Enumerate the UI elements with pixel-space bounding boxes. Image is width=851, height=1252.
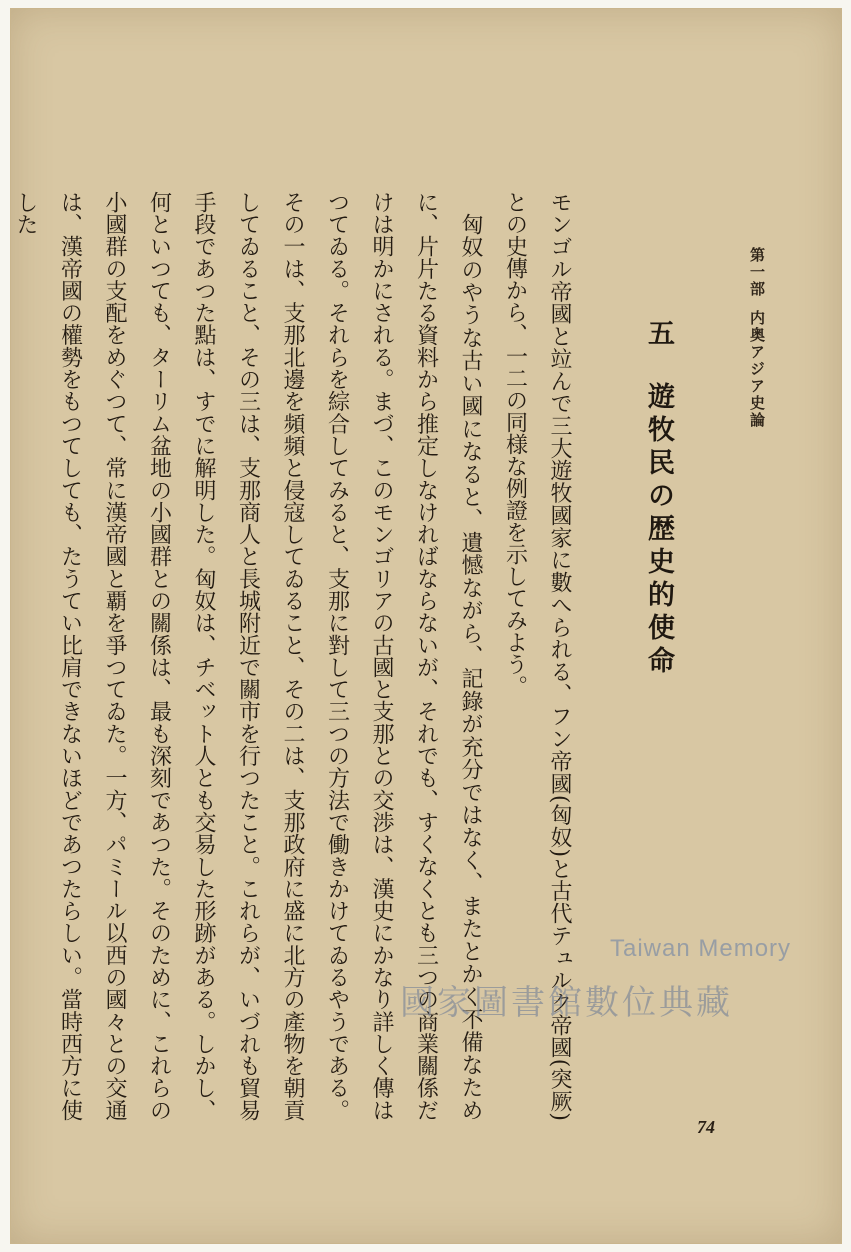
paragraph: モンゴル帝國と竝んで三大遊牧國家に數へられる、フン帝國(匈奴)と古代テュルク帝國(突厥)との史傳から、一二の同様な例證を示してみよう。 xyxy=(502,191,572,1121)
running-head xyxy=(747,247,768,429)
running-head-title: 内奥アジア史論 xyxy=(748,310,766,429)
watermark-english: Taiwan Memory xyxy=(610,935,792,962)
book-page xyxy=(10,8,842,1244)
watermark-chinese: 國家圖書館數位典藏 xyxy=(400,983,733,1023)
section-number: 五 xyxy=(643,319,674,352)
running-head-part: 第一部 xyxy=(748,247,766,298)
paragraph: 匈奴のやうな古い國になると、遺憾ながら、記錄が充分ではなく、またとかく不備なために、片片たる資料から推定しなければならないが、それでも、すくなくとも三つの商業關係だけは明かにされる。まづ、このモンゴリアの古國と支那との交渉は、漢史にかなり詳しく傳はつてゐる。それらを綜合してみると、支那に對して三つの方法で働きかけてゐるやうである。その一は、支那北邊を頻頻と侵寇してゐること、その二は、支那政府に盛に北方の產物を朝貢してゐること、その三は、支那商人と長城附近で關市を行つたこと。これらが、いづれも貿易手段であつた點は、すでに解明した。匈奴は、チベット人とも交易した形跡がある。しかし、何といつても、ターリム盆地の小國群との關係は、最も深刻であつた。そのために、これらの小國群の支配をめぐつて、常に漢帝國と覇を爭つてゐた。一方、パミール以西の國々との交通は、漢帝國の權勢をもつてしても、たうてい比肩できないほどであつたらしい。當時西方に使した xyxy=(13,191,483,1122)
watermark xyxy=(400,935,820,1055)
section-heading xyxy=(639,319,678,679)
page-number: 74 xyxy=(697,1117,715,1137)
section-title: 遊牧民の歴史的使命 xyxy=(643,382,674,679)
